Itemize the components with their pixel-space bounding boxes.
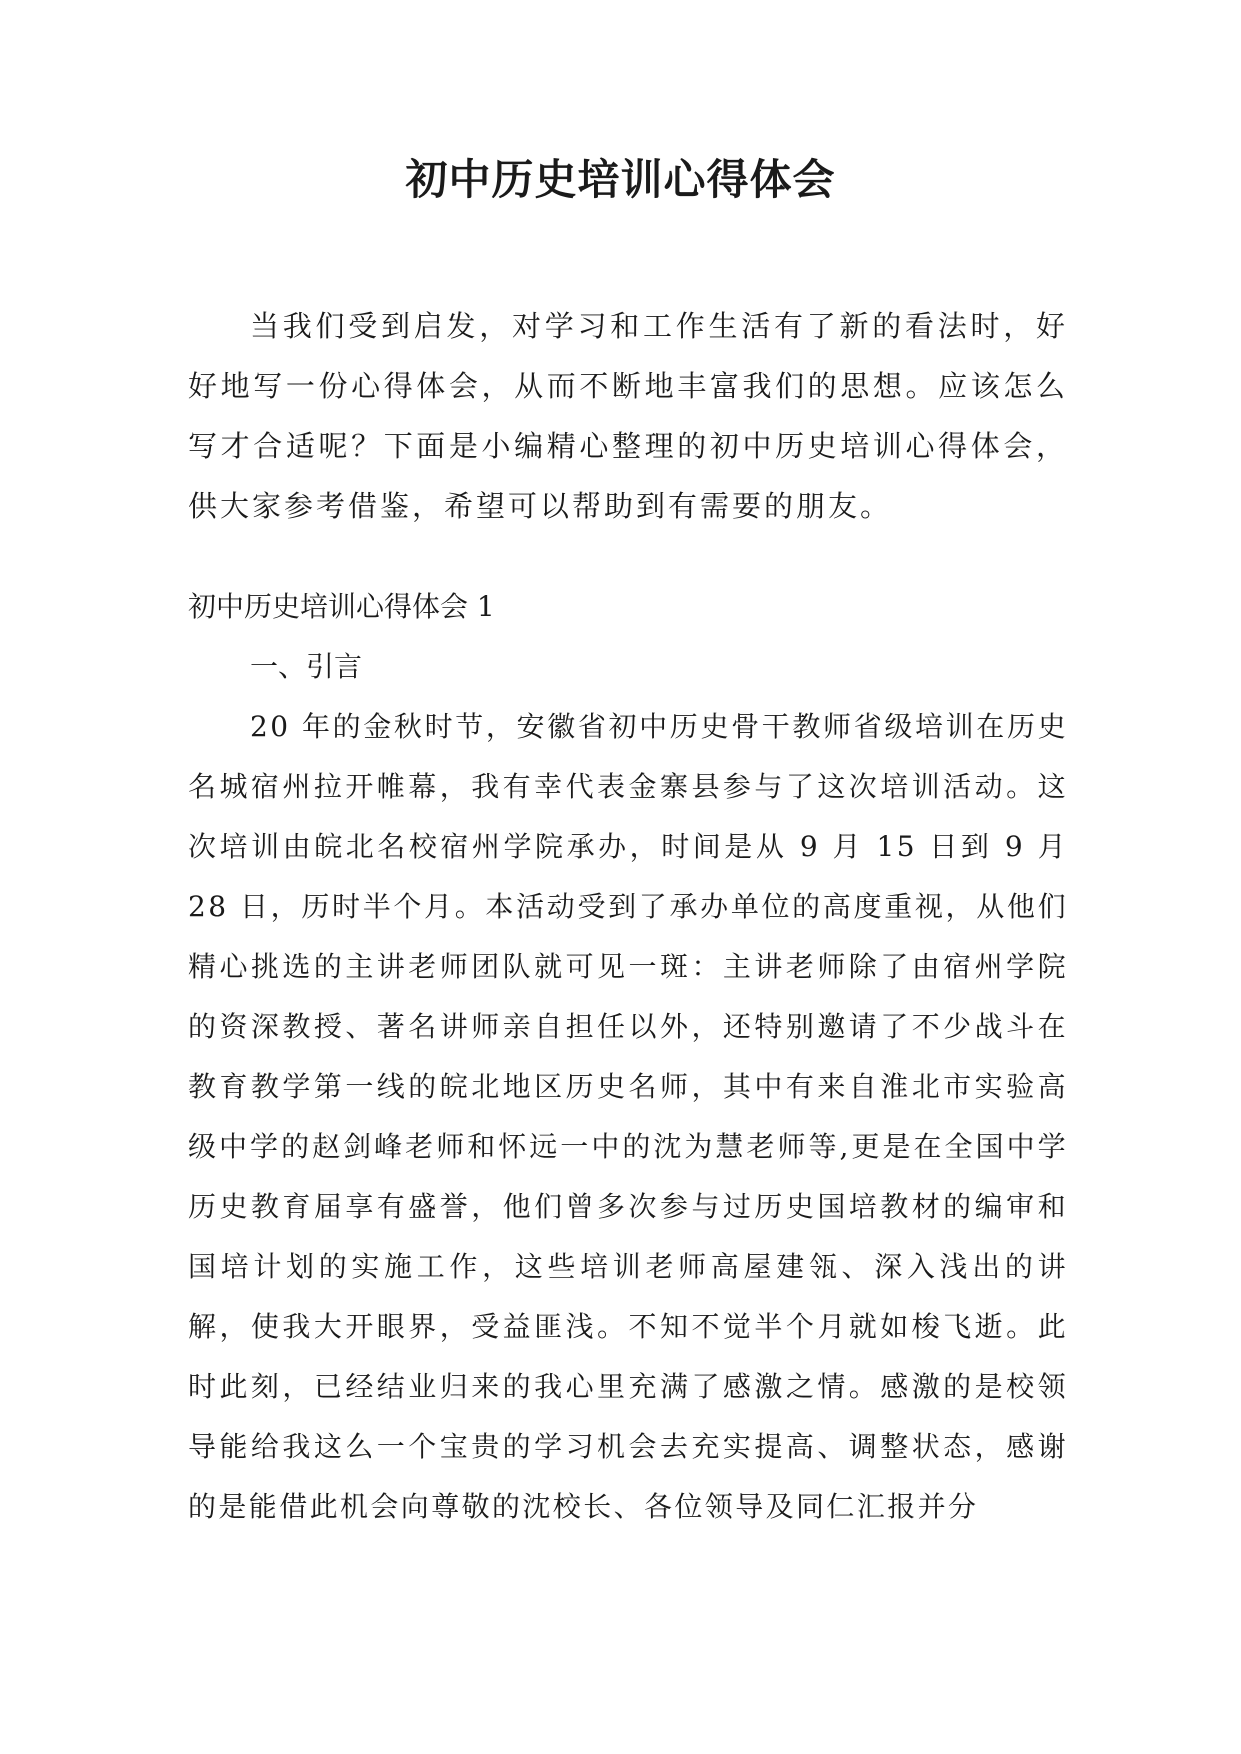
intro-paragraph: 当我们受到启发，对学习和工作生活有了新的看法时，好好地写一份心得体会，从而不断地丰富我们的思想。应该怎么写才合适呢？下面是小编精心整理的初中历史培训心得体会，供大家参考借鉴，希望可以帮助到有需要的朋友。 (188, 309, 1068, 523)
subheading: 一、引言 (250, 650, 363, 683)
document-title: 初中历史培训心得体会 (405, 155, 836, 204)
body-paragraph: 20 年的金秋时节，安徽省初中历史骨干教师省级培训在历史名城宿州拉开帷幕，我有幸代表金寨县参与了这次培训活动。这次培训由皖北名校宿州学院承办，时间是从 9 月 15 日到 9 月 28 日，历时半个月。本活动受到了承办单位的高度重视，从他们精心挑选的主讲老师团队就可见一斑：主讲老师除了由宿州学院的资深教授、著名讲师亲自担任以外，还特别邀请了不少战斗在教育教学第一线的皖北地区历史名师，其中有来自淮北市实验高级中学的赵剑峰老师和怀远一中的沈为慧老师等,更是在全国中学历史教育届享有盛誉，他们曾多次参与过历史国培教材的编审和国培计划的实施工作，这些培训老师高屋建瓴、深入浅出的讲解，使我大开眼界，受益匪浅。不知不觉半个月就如梭飞逝。此时此刻，已经结业归来的我心里充满了感激之情。感激的是校领导能给我这么一个宝贵的学习机会去充实提高、调整状态，感谢的是能借此机会向尊敬的沈校长、各位领导及同仁汇报并分 (188, 710, 1068, 1523)
section-title: 初中历史培训心得体会 1 (188, 590, 495, 623)
